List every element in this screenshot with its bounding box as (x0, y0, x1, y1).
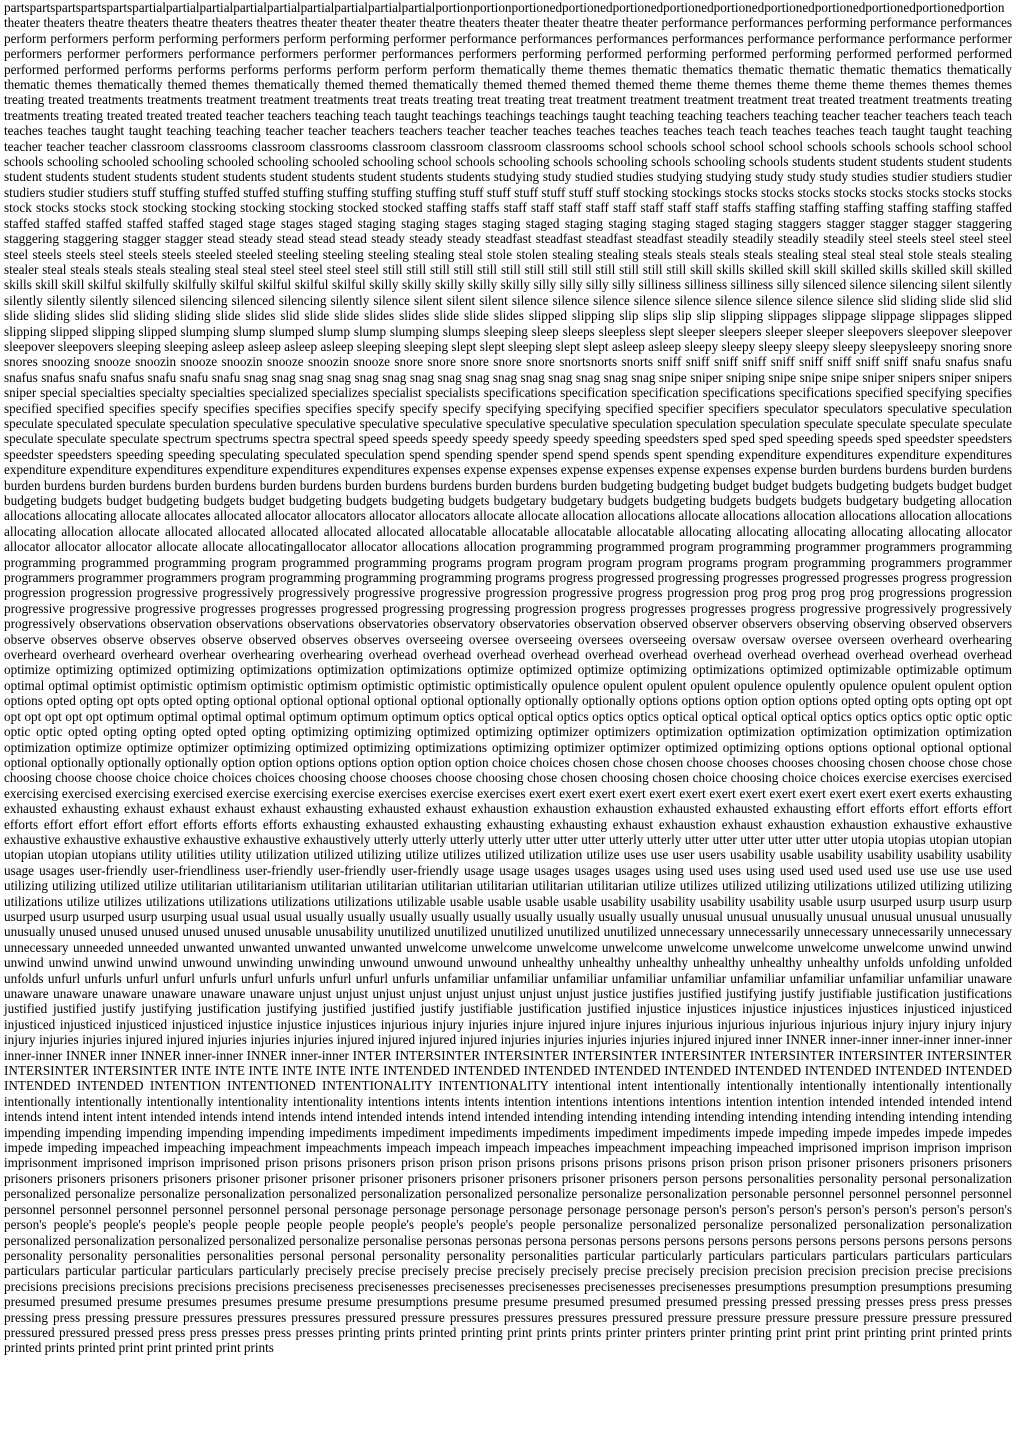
document-body-text: theater theaters theatre theaters theatre theaters theatres theater theater theater theatre theaters theater theater theatre theater performance performances performing performance performances perform performers perform performing performers perform performing performer performance performances performances performances performance performance performance performer performers performer performers performance performers performer performances performers performing performed performing performed performing performed performed performed performed performed performs performs performs performs perform perform perform thematically theme themes thematic thematics thematic thematic thematic thematics thematically thematic themes thematically themed themes thematically themed themed thematically themed themed themed themed theme theme themes theme theme theme themes themes themes treating treated treatments treatments treatment treatment treatments treat treats treating treat treating treat treatment treatment treatment treatment treat treated treatment treatments treating treatments treating treated treated treated teacher teachers teaching teach taught teachings teachings teachings taught teaching teaching teachers teaching teacher teacher teachers teach teach teaches teaches taught taught teaching teaching teacher teacher teachers teachers teacher teacher teaches teaches teaches teaches teach teach teaches teaches teach taught taught teaching teacher teacher teacher classroom classrooms classroom classrooms classroom classroom classroom classrooms school schools school school school schools schools schools school school schools schooling schooled schooling schooled schooling schooled schooling school schools schooling schools schooling schools schooling schools students student students student students student students student students student students student students student students students studying study studied studies studying studying study study study studies studier studiers studier studiers studier studiers stuff stuffing stuffed stuffed stuffing stuffing stuffing stuffing stuff stuff stuff stuff stuff stuff stocking stockings stocks stocks stocks stocks stocks stocks stocks stocks stock stocks stocks stock stocking stocking stocking stocking stocked stocked staffing staffs staff staff staff staff staff staff staff staff staffs staffing staffing staffing staffing staffing staffed staffed staffed staffed staffed staffed staged stage stages staged staging staging stages staging staged staging staging staging staged staging staggers stagger stagger stagger staggering staggering staggering stagger stagger stead steady stead stead stead steady steady steady steadfast steadfast steadfast steadfast steadily steadily steadily steadily steel steels steel steel steel steel steels steels steel steels steels steeled steeled steeling steeling steeling stealing steal stole stolen stealing stealing steals steals steals steals stealing steal steal steal stole steals stealing stealer steal steals steals steals stealing steal steal steel steel steel steel still still still still still still still still still still still still still skill skills skilled skill skill skilled skills skilled skill skilled skills skill skill skilful skilfully skilfully skilful skilful skilful skilful skilly skilly skilly skilly skilly silly silly silly silly silliness silliness silliness silly silenced silence silencing silent silently silently silently silently silenced silencing silenced silencing silently silence silent silent silent silence silence silence silence silence silence silence silence silence slid sliding slide slid slid slide sliding slides slid sliding sliding slide slides slid slide slide slides slides slide slide slides slipped slipping slip slips slip slip slipping slippages slippage slippage slippages slipped slipping slipped slipping slipped slumping slump slumped slump slump slumping slumps sleeping sleep sleeps sleepless slept sleeper sleepers sleeper sleeper sleepovers sleepover sleepover sleepover sleepovers sleeping sleeping asleep asleep asleep asleep sleeping sleeping slept slept sleeping slept slept asleep asleep sleepy sleepy sleepy sleepy sleepy sleepysleepy snoring snore snores snoozing snooze snoozin snooze snoozin snooze snoozin snooze snore snore snore snore snore snortsnorts snorts sniff sniff sniff sniff sniff sniff sniff sniff sniff snafu snafus snafu snafus snafus snafu snafus snafu snafu snafu snag snag snag snag snag snag snag snag snag snag snag snag snag snag snag snipe sniper sniping snipe snipe snipe sniper snipers sniper snipers sniper special specialties specialty specialties specialized specializes specialist specialists specifications specification specification specifications specifications specified specifying specifies specified specified specifies specify specifies specifies specifies specify specify specify specifying specifying specified specifier specifiers speculator speculators speculative speculation speculate speculated speculate speculation speculative speculative speculative speculative speculative speculative speculation speculation speculation speculate speculate speculate speculate speculate speculate speculate spectrum spectrums spectra spectral speed speeds speedy speedy speedy speedy speeding speedsters sped sped sped speeding speeds sped speedster speedsters speedster speedsters speeding speeding speculating speculated speculation spend spending spender spend spend spends spent spending expenditure expenditures expenditure expenditures expenditure expenditure expenditures expenditure expenditures expenditures expenses expense expenses expense expenses expense expenses expense burden burdens burdens burden burdens burden burdens burden burdens burden burdens burden burdens burden burdens burdens burden burdens burden budgeting budgeting budget budget budgets budgeting budgets budget budget budgeting budgets budget budgeting budgets budget budgeting budgets budgeting budgets budgetary budgetary budgets budgeting budgets budgets budgets budgetary budgeting allocation allocations allocating allocate allocates allocated allocator allocators allocator allocators allocate allocate allocation allocations allocate allocations allocation allocations allocation allocations allocating allocation allocate allocated allocated allocated allocated allocated allocatable allocatable allocatable allocatable allocating allocating allocating allocating allocating allocator allocator allocator allocator allocate allocate allocatingallocator allocator allocations allocation programming programmed program programming programmer programmers programming programming programmed programming program programmed programming programs program program program program programs program programming programmers programmer programmers programmer programmers program programming programming programming programs progress progressed progressing progresses progressed progresses progress progression progression progression progressive progressively progressively progressive progressive progression progressive progress progression prog prog prog prog prog progressions progression progressive progressive progressive progresses progresses progressed progressing progressing progression progress progresses progresses progress progressive progressively progressively progressively observations observation observations observations observatories observatory observatories observation observed observer observers observing observing observed observers observe observes observe observes observe observed observes observes overseeing oversee overseeing oversees overseeing oversaw oversaw oversee overseen overheard overhearing overheard overheard overheard overhear overhearing overhearing overhead overhead overhead overhead overhead overhead overhead overhead overhead overhead overhead overhead optimize optimizing optimized optimizing optimizations optimization optimizations optimize optimized optimize optimizing optimizations optimized optimizable optimizable optimum optimal optimal optimist optimistic optimism optimistic optimism optimistic optimistic optimistically opulence opulent opulent opulent opulence opulently opulence opulent opulent option options opted opting opt opts opted opting optional optional optional optional optional optionally optionally optionally options options option option options opted opting opts opting opt opt opt opt opt opt opt optimum optimal optimal optimal optimum optimum optimum optics optical optical optics optics optics optical optical optical optical optics optics optics optic optic optic optic optic opted opting opting opted opted opting optimizing optimizing optimized optimizing optimizer optimizers optimization optimization optimization optimization optimization optimization optimize optimize optimizer optimizing optimized optimizing optimizations optimizing optimizer optimizer optimized optimizing options options optional optional optional optional optionally optionally optionally option option options options option option option choice choices chosen chose chosen choose chooses chooses choosing chosen choose chose chose choosing choose choose choice choice choices choices choosing choose chooses choose choosing chose chosen choosing chosen choice choosing choice choices exercise exercises exercised exercising exercised exercising exercised exercise exercising exercise exercises exercise exercises exert exert exert exert exert exert exert exert exert exert exert exert exert exerts exhausting exhausted exhausting exhaust exhaust exhaust exhaust exhausting exhausted exhaust exhaustion exhaustion exhaustion exhausted exhausted exhausting effort efforts effort efforts effort efforts effort effort effort effort efforts efforts efforts exhausting exhausted exhausting exhausting exhausting exhaust exhaustion exhaust exhaustion exhaustion exhaustive exhaustive exhaustive exhaustive exhaustive exhaustive exhaustive exhaustively utterly utterly utterly utterly utter utter utter utterly utterly utter utter utter utter utter utter utopia utopias utopian utopian utopian utopian utopians utility utilities utility utilization utilized utilizing utilize utilizes utilized utilization utilize uses use user users usability usable usability usability usability usability usage usages user-friendly user-friendliness user-friendly user-friendly user-friendly usage usage usages usages usages using used uses using used used used used use use use use used utilizing utilizing utilized utilize utilitarian utilitarianism utilitarian utilitarian utilitarian utilitarian utilitarian utilitarian utilize utilizes utilized utilizing utilizations utilized utilizing utilizing utilizations utilize utilizes utilizations utilizations utilizations utilizations utilizable usable usable usable usable usability usability usability usability usable usurp usurped usurp usurp usurp usurped usurp usurped usurp usurping usual usual usual usually usually usually usually usually usually usually usually usually unusual unusual unusually unusual unusual unusual unusually unusually unused unused unused unused unused unusable unusability unutilized unutilized unutilized unutilized unutilized unnecessary unnecessarily unnecessary unnecessarily unnecessary unnecessary unneeded unneeded unwanted unwanted unwanted unwanted unwelcome unwelcome unwelcome unwelcome unwelcome unwelcome unwelcome unwelcome unwind unwind unwind unwind unwind unwind unwound unwinding unwinding unwound unwound unwound unhealthy unhealthy unhealthy unhealthy unhealthy unhealthy unfolds unfolding unfolded unfolds unfurl unfurls unfurl unfurl unfurls unfurl unfurls unfurl unfurl unfurls unfamiliar unfamiliar unfamiliar unfamiliar unfamiliar unfamiliar unfamiliar unfamiliar unfamiliar unaware unaware unaware unaware unaware unaware unaware unjust unjust unjust unjust unjust unjust unjust unjust justice justifies justified justifying justify justifiable justification justifications justified justified justify justifying justification justifying justified justified justify justifiable justification justified injustice injustices injustice injustices injustices injusticed injusticed injusticed injusticed injusticed injusticed injustice injustice injustices injurious injury injuries injure injured injure injures injurious injurious injurious injurious injury injury injury injury injury injuries injuries injured injured injuries injuries injuries injured injured injured injured injuries injuries injuries injuries injured injured inner INNER inner-inner inner-inner inner-inner inner-inner INNER inner INNER inner-inner INNER inner-inner INTER INTERSINTER INTERSINTER INTERSINTER INTERSINTER INTERSINTER INTERSINTER INTERSINTER INTERSINTER INTERSINTER INTE INTE INTE INTE INTE INTE INTENDED INTENDED INTENDED INTENDED INTENDED INTENDED INTENDED INTENDED INTENDED INTENDED INTENDED INTENTION INTENTIONED INTENTIONALITY INTENTIONALITY intentional intent intentionally intentionally intentionally intentionally intentionally intentionally intentionally intentionally intentionality intentionality intentions intents intents intention intentions intentions intentions intention intention intended intended intended intend intends intend intent intent intended intends intend intends intend intended intends intend intended intending intending intending intending intending intending intending intending intending impending impending impending impending impending impediments impediment impediments impediments impediment impediments impede impeding impede impedes impede impedes impede impeding impeached impeaching impeachment impeachments impeach impeach impeach impeaches impeachment impeaching impeached imprisoned imprison imprison imprison imprisonment imprisoned imprison imprisoned prison prisons prisoners prison prison prison prisons prisons prisons prisons prison prison prison prisoner prisoners prisoners prisoners prisoners prisoners prisoners prisoners prisoner prisoner prisoner prisoner prisoners prisoner prisoners prisoner prisoners person persons personalities personality personal personalization personalized personalize personalize personalization personalized personalization personalized personalize personalize personalization personable personnel personnel personnel personnel personnel personnel personnel personnel personnel personal personage personage personage personage personage personage person's person's person's person's person's person's person's person's people's people's people's people people people people people's people's people's people personalize personalized personalize personalized personalization personalization personalized personalization personalized personalized personalize personalise personas personas persona personas persons persons persons persons persons persons persons persons persons personality personality personalities personalities personal personal personality personality personalities particular particularly particulars particulars particulars particulars particulars particulars particular particular particulars particularly precisely precise precisely precise precisely precisely precise precisely precision precision precision precision precise precisions precisions precisions precisions precisions precisions preciseness precisenesses precisenesses precisenesses precisenesses precisenesses presumptions presumption presumptions presuming presumed presumed presume presumes presumes presume presume presumptions presume presume presumed presumed presumed pressing pressed pressing presses press press presses pressing press pressing pressure pressures pressures pressures pressured pressure pressures pressures pressures pressured pressure pressure pressure pressure pressure pressure pressured pressured pressured pressed press press presses press presses printing prints printed printing print prints prints printer printers printer printing print print print printing print printed prints printed prints printed print print printed print prints (4, 15, 1012, 1356)
document-first-line: partspartspartspartspartspartialpartialpartialpartialpartialpartialpartialpartialpartialportionportionportionedportionedportionedportionedportionedportionedportionedportionedportionedportion (4, 0, 1005, 15)
